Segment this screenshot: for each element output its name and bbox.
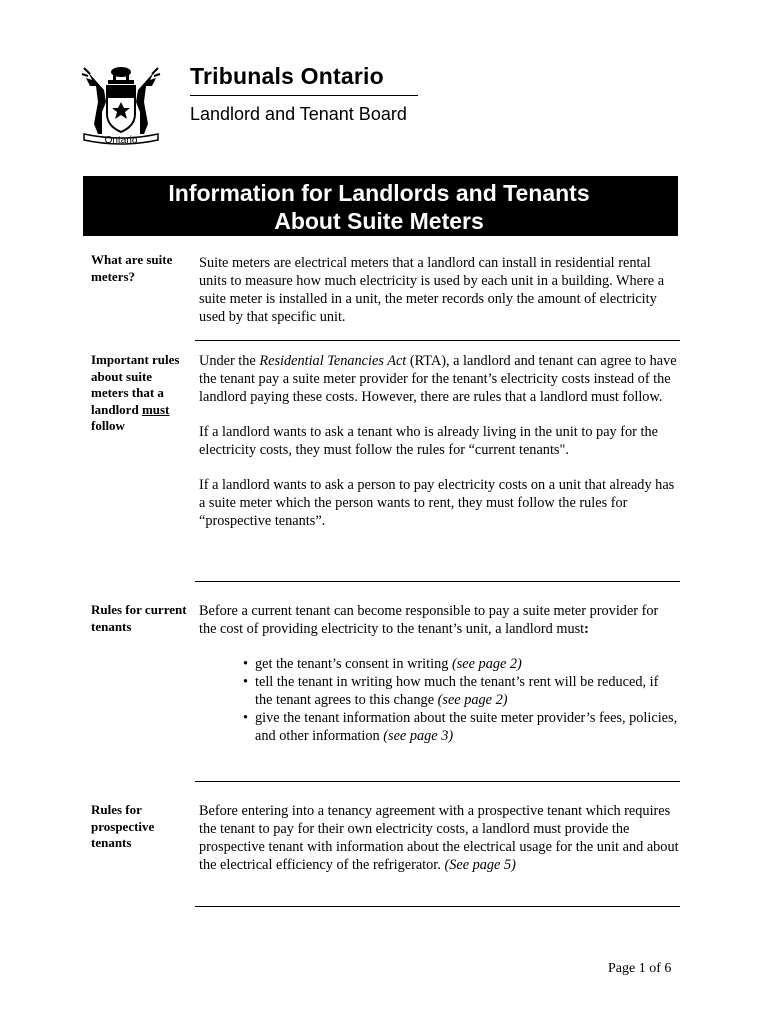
section-label-prospective: Rules for prospective tenants xyxy=(91,802,155,850)
document-title-line2: About Suite Meters xyxy=(274,208,484,234)
banner-edge xyxy=(675,176,678,236)
section-divider xyxy=(195,781,680,782)
bullet-text: get the tenant’s consent in writing xyxy=(255,656,449,672)
section-divider xyxy=(195,581,680,582)
list-item xyxy=(243,709,679,745)
list-item xyxy=(243,673,679,709)
page-reference: (see page 3) xyxy=(383,728,454,744)
document-title-line1: Information for Landlords and Tenants xyxy=(168,180,590,206)
document-title-banner xyxy=(83,176,675,236)
page-reference: (see page 2) xyxy=(451,656,522,672)
rules-p1-start: Under the xyxy=(199,353,256,369)
rules-p1-end: (RTA), a landlord and tenant can agree to have the tenant pay a suite meter provider for the tenant’s electricity costs instead of the landlord paying these costs. However, there are rules that a landlord must follow. xyxy=(199,353,677,405)
section-label-rules xyxy=(91,352,191,435)
section-divider xyxy=(195,340,680,341)
logo-caption: Ontario xyxy=(104,135,138,146)
prospective-text: Before entering into a tenancy agreement with a prospective tenant which requires the tenant to pay for their own electricity costs, a landlord must provide the prospective tenant with information about the electrical usage for the unit and about the electrical efficiency of the refrigerator. xyxy=(199,803,679,873)
rules-paragraph-2: If a landlord wants to ask a tenant who is already living in the unit to pay for the electricity costs, they must follow the rules for “current tenants". xyxy=(199,424,658,458)
section-label-current: Rules for current tenants xyxy=(91,602,187,634)
section-body-prospective xyxy=(199,802,679,891)
section-body-current xyxy=(199,602,679,745)
prospective-paragraph xyxy=(199,802,679,874)
section-body-what xyxy=(199,254,679,343)
org-subtitle: Landlord and Tenant Board xyxy=(190,104,407,124)
page-reference: (see page 2) xyxy=(437,692,508,708)
current-intro-colon: : xyxy=(584,621,589,637)
what-paragraph: Suite meters are electrical meters that a landlord can install in residential rental units to measure how much electricity is used by each unit in a building. Where a suite meter is installed in a unit, the meter records only the amount of electricity used by that specific unit. xyxy=(199,255,665,325)
section-label-what: What are suite meters? xyxy=(91,252,173,284)
rules-paragraph-1 xyxy=(199,352,679,406)
page-reference: (See page 5) xyxy=(444,857,516,873)
list-item xyxy=(243,655,679,673)
section-divider xyxy=(195,906,680,907)
current-intro-text: Before a current tenant can become responsible to pay a suite meter provider for the cost of providing electricity to the tenant’s unit, a landlord must xyxy=(199,603,659,637)
bullet-text: tell the tenant in writing how much the tenant’s rent will be reduced, if the tenant agrees to this change xyxy=(255,674,659,708)
rules-label-prefix: Important rules about suite meters that a landlord xyxy=(91,352,180,417)
org-title: Tribunals Ontario xyxy=(190,63,384,89)
section-body-rules xyxy=(199,352,679,547)
rta-act-name: Residential Tenancies Act xyxy=(259,353,407,369)
header-divider xyxy=(190,95,418,96)
bullet-text: give the tenant information about the suite meter provider’s fees, policies, and other information xyxy=(255,710,678,744)
page-number: Page 1 of 6 xyxy=(608,961,672,976)
rules-paragraph-3: If a landlord wants to ask a person to pay electricity costs on a unit that already has a suite meter which the person wants to rent, they must follow the rules for “prospective tenants”. xyxy=(199,477,675,529)
current-intro xyxy=(199,602,679,638)
rules-label-must: must xyxy=(141,401,170,417)
rules-label-suffix: follow xyxy=(91,418,125,433)
current-rules-list xyxy=(199,655,679,745)
